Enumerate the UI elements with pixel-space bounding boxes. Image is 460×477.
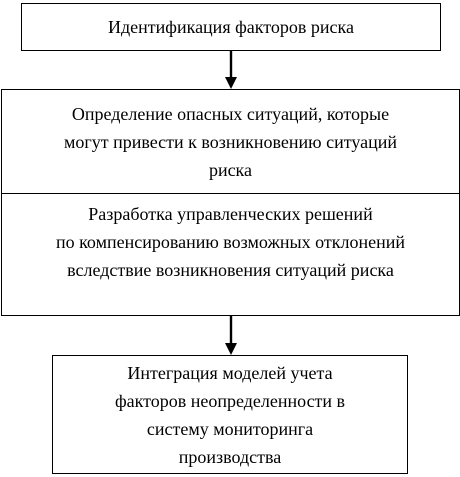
step-dangerous-situations-box <box>2 90 459 193</box>
step-dangerous-situations-text: Определение опасных ситуаций, которые могут привести к возникновению ситуаций риска <box>63 103 398 180</box>
arrow-down-icon <box>224 316 238 355</box>
step-management-decisions-box <box>2 194 459 290</box>
step-identification-box <box>21 3 441 51</box>
risk-analysis-group <box>1 89 460 316</box>
step-management-decisions-text: Разработка управленческих решений по компенсированию возможных отклонений вследствие возникновения ситуаций риска <box>55 204 406 280</box>
step-integration-box <box>52 355 408 474</box>
step-identification-text: Идентификация факторов риска <box>108 17 354 37</box>
arrow-down-icon <box>224 51 238 89</box>
step-integration-text: Интеграция моделей учета факторов неопределенности в систему мониторинга производства <box>114 362 346 467</box>
